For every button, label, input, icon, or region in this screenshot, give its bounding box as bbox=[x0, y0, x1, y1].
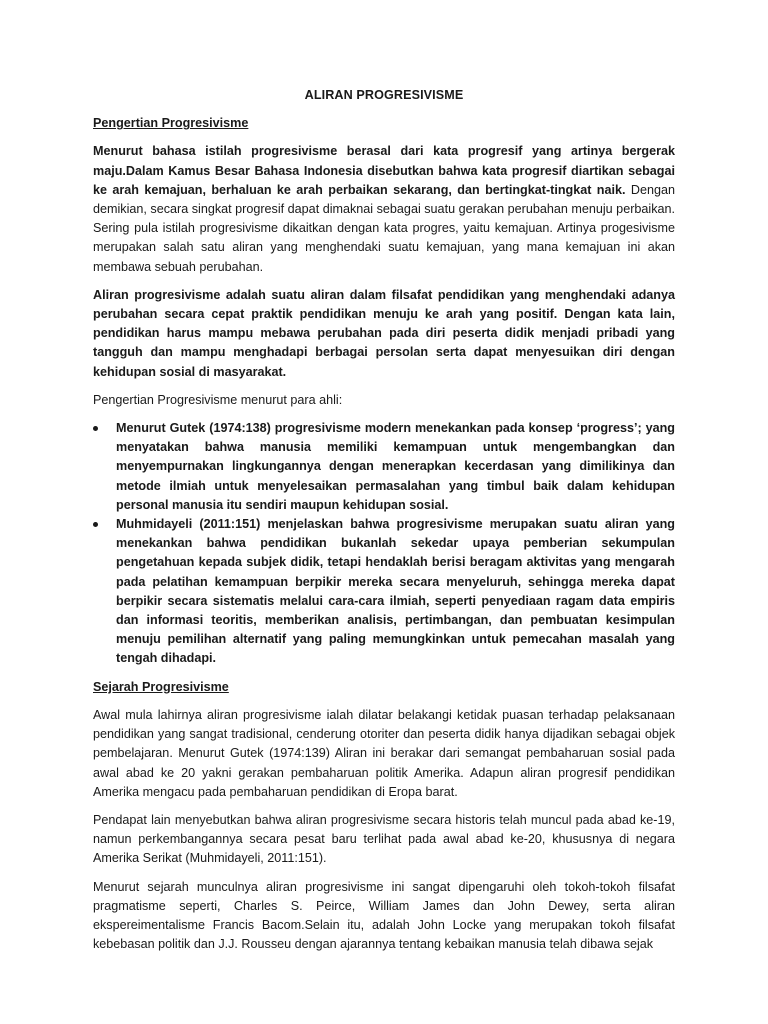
paragraph-definition bbox=[93, 142, 675, 276]
experts-heading: Pengertian Progresivisme menurut para ahli: bbox=[93, 392, 343, 407]
paragraph-definition-normal: Dengan demikian, secara singkat progresif dapat dimaknai sebagai suatu gerakan perubahan menuju perbaikan. Sering pula istilah progresivisme dikaitkan dengan kata progres, yaitu kemajuan. Artinya progesivisme merupakan salah satu aliran yang menghendaki suatu kemajuan, yang mana kemajuan ini akan membawa sebuah perubahan. bbox=[93, 182, 675, 274]
list-item-text: Menurut Gutek (1974:138) progresivisme modern menekankan pada konsep ‘progress’; yang menyatakan bahwa manusia memiliki kemampuan untuk mengembangkan dan menyempurnakan lingkungannya dengan menerapkan kecerdasan yang dimilikinya dan metode ilmiah untuk menyelesaikan permasalahan yang timbul baik dalam kehidupan personal manusia itu sendiri maupun kehidupan sosial. bbox=[116, 421, 675, 512]
paragraph-history-3: Menurut sejarah munculnya aliran progresivisme ini sangat dipengaruhi oleh tokoh-tokoh filsafat pragmatisme seperti, Charles S. Peirce, William James dan John Dewey, serta aliran ekspereimentalisme Francis Bacom.Selain itu, adalah John Locke yang merupakan tokoh filsafat kebebasan politik dan J.J. Rousseu dengan ajarannya tentang kebaikan manusia telah dibawa sejak bbox=[93, 879, 675, 952]
paragraph-definition-bold: Menurut bahasa istilah progresivisme berasal dari kata progresif yang artinya bergerak maju.Dalam Kamus Besar Bahasa Indonesia disebutkan bahwa kata progresif diartikan sebagai ke arah kemajuan, berhaluan ke arah perbaikan sekarang, dan bertingkat-tingkat naik. bbox=[93, 144, 675, 197]
paragraph-history-2: Pendapat lain menyebutkan bahwa aliran progresivisme secara historis telah muncul pada abad ke-19, namun perkembangannya secara pesat baru terlihat pada awal abad ke-20, khususnya di negara Amerika Serikat (Muhmidayeli, 2011:151). bbox=[93, 812, 675, 866]
experts-list bbox=[93, 419, 675, 669]
list-item bbox=[93, 515, 675, 669]
document-page bbox=[93, 86, 675, 963]
document-title: ALIRAN PROGRESIVISME bbox=[304, 88, 464, 102]
bullet-icon bbox=[93, 522, 98, 527]
list-item bbox=[93, 419, 675, 515]
paragraph-aliran: Aliran progresivisme adalah suatu aliran dalam filsafat pendidikan yang menghendaki adanya perubahan secara cepat praktik pendidikan menuju ke arah yang positif. Dengan kata lain, pendidikan harus mampu mebawa perubahan pada diri peserta didik menjadi pribadi yang tangguh dan mampu menghadapi berbagai persolan serta dapat menyesuikan diri dengan kehidupan sosial di masyarakat. bbox=[93, 287, 675, 379]
paragraph-history-1: Awal mula lahirnya aliran progresivisme ialah dilatar belakangi ketidak puasan terhadap pelaksanaan pendidikan yang sangat tradisional, cenderung otoriter dan peserta didik hanya dijadikan sebagai objek pembelajaran. Menurut Gutek (1974:139) Aliran ini berakar dari semangat pembaharuan sosial pada awal abad ke 20 yakni gerakan pembaharuan politik Amerika. Adapun aliran progresif pendidikan Amerika mengacu pada pembaharuan pendidikan di Eropa barat. bbox=[93, 707, 675, 799]
list-item-text: Muhmidayeli (2011:151) menjelaskan bahwa progresivisme merupakan suatu aliran yang menekankan bahwa pendidikan bukanlah sekedar upaya pemberian sekumpulan pengetahuan kepada subjek didik, tetapi hendaklah berisi beragam aktivitas yang mengarah pada pelatihan kemampuan berpikir mereka secara menyeluruh, sehingga mereka dapat berpikir secara sistematis melalui cara-cara ilmiah, seperti penyediaan ragam data empiris dan informasi teoritis, memberikan analisis, pertimbangan, dan pembuatan kesimpulan menuju pemilihan alternatif yang paling memungkinkan untuk pemecahan masalah yang tengah dihadapi. bbox=[116, 517, 675, 666]
bullet-icon bbox=[93, 426, 98, 431]
section-heading-pengertian: Pengertian Progresivisme bbox=[93, 116, 249, 131]
section-heading-sejarah: Sejarah Progresivisme bbox=[93, 679, 229, 694]
